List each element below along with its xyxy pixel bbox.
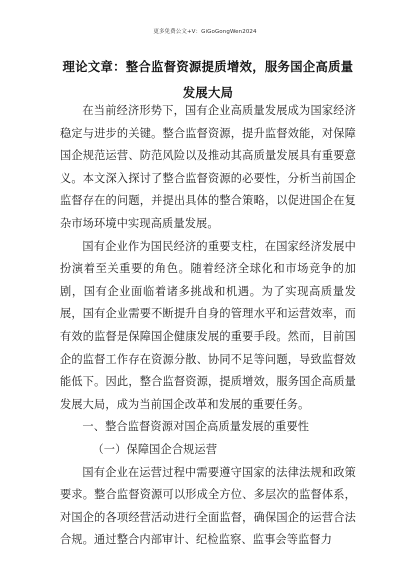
header-note: 更多免费公文+V：GiGoGongWen2024 <box>153 29 257 35</box>
paragraph-background: 国有企业作为国民经济的重要支柱，在国家经济发展中扮演着至关重要的角色。随着经济全球化和市场竞争的加剧，国有企业面临着诸多挑战和机遇。为了实现高质量发展，国有企业需要不断提升自身的管理水平和运营效率，而有效的监督是保障国企健康发展的重要手段。然而，目前国企的监督工作存在资源分散、协同不足等问题，导致监督效能低下。因此，整合监督资源，提质增效，服务国企高质量发展大局，成为当前国企改革和发展的重要任务。 <box>60 239 356 411</box>
paragraph-compliance: 国有企业在运营过程中需要遵守国家的法律法规和政策要求。整合监督资源可以形成全方位、多层次的监督体系，对国企的各项经营活动进行全面监督，确保国企的运营合法合规。通过整合内部审计、纪检监察、监事会等监督力 <box>60 465 356 547</box>
subsection-heading: （一）保障国企合规运营 <box>92 442 218 456</box>
document-title: 理论文章：整合监督资源提质增效，服务国企高质量发展大局 <box>62 60 354 100</box>
section-heading: 一、整合监督资源对国企高质量发展的重要性 <box>82 420 310 434</box>
paragraph-intro: 在当前经济形势下，国有企业高质量发展成为国家经济稳定与进步的关键。整合监督资源，提升监督效能，对保障国企规范运营、防范风险以及推动其高质量发展具有重要意义。本文深入探讨了整合监督资源的必要性，分析当前国企监督存在的问题，并提出具体的整合策略，以促进国企在复杂市场环境中实现高质量发展。 <box>60 104 356 230</box>
document-body <box>60 100 356 552</box>
